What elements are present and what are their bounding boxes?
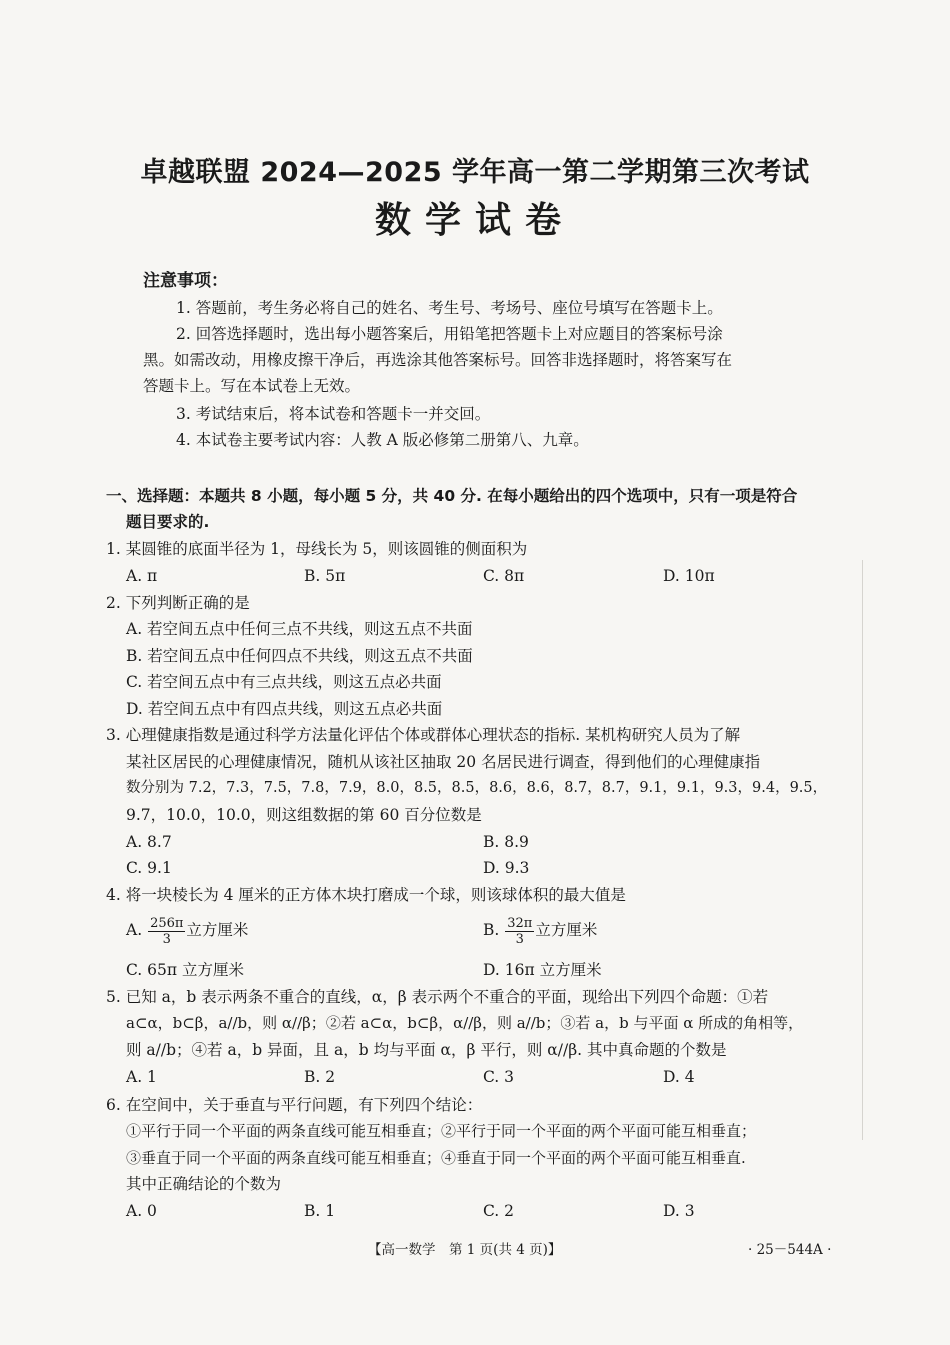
question-6-stem-cont: 其中正确结论的个数为 xyxy=(126,1175,282,1193)
notes-heading: 注意事项： xyxy=(143,271,228,291)
question-3-data: 数分别为 7.2，7.3，7.5，7.8，7.9，8.0，8.5，8.5，8.6，8.6，8.7，8.7，9.1，9.1，9.3，9.4，9.5， xyxy=(126,780,828,796)
question-3-data-cont: 9.7，10.0，10.0，则这组数据的第 60 百分位数是 xyxy=(126,806,482,824)
question-6-statement: ①平行于同一个平面的两条直线可能互相垂直；②平行于同一个平面的两个平面可能互相垂直； xyxy=(126,1122,757,1140)
q1-option-d: D. 10π xyxy=(663,567,715,585)
q3-option-a: A. 8.7 xyxy=(126,833,172,851)
question-3-stem-cont: 某社区居民的心理健康情况，随机从该社区抽取 20 名居民进行调查，得到他们的心理健康指 xyxy=(126,753,761,771)
q2-option-c: C. 若空间五点中有三点共线，则这五点必共面 xyxy=(126,673,442,691)
q4-option-b-fraction xyxy=(505,916,534,947)
page-edge-line xyxy=(862,560,863,1140)
note-item: 4. 本试卷主要考试内容：人教 A 版必修第二册第八、九章。 xyxy=(176,431,589,449)
q6-option-a: A. 0 xyxy=(126,1202,157,1220)
note-item: 1. 答题前，考生务必将自己的姓名、考生号、考场号、座位号填写在答题卡上。 xyxy=(176,299,723,317)
q6-option-d: D. 3 xyxy=(663,1202,695,1220)
page-footer: 【高一数学 第 1 页(共 4 页)】 xyxy=(368,1242,562,1258)
q4-option-b-label: B. xyxy=(483,921,500,939)
q4-option-b xyxy=(483,912,597,948)
question-5-stem-cont: a⊂α，b⊂β，a//b，则 α//β；②若 a⊂α，b⊂β，α//β，则 a//b；③若 a，b 与平面 α 所成的角相等， xyxy=(126,1014,804,1032)
q6-option-b: B. 1 xyxy=(304,1202,336,1220)
note-item: 答题卡上。写在本试卷上无效。 xyxy=(143,377,361,395)
exam-code: · 25－544A · xyxy=(748,1242,832,1258)
section-heading: 一、选择题：本题共 8 小题，每小题 5 分，共 40 分. 在每小题给出的四个选项中，只有一项是符合 xyxy=(106,487,798,505)
question-4-stem: 4. 将一块棱长为 4 厘米的正方体木块打磨成一个球，则该球体积的最大值是 xyxy=(106,886,626,904)
q5-option-a: A. 1 xyxy=(126,1068,157,1086)
q6-option-c: C. 2 xyxy=(483,1202,515,1220)
q3-option-c: C. 9.1 xyxy=(126,859,172,877)
q1-option-a: A. π xyxy=(126,567,158,585)
q4-option-d: D. 16π 立方厘米 xyxy=(483,961,602,979)
q5-option-c: C. 3 xyxy=(483,1068,515,1086)
exam-subtitle: 数学试卷 xyxy=(374,200,575,241)
q4-option-a-fraction xyxy=(148,916,185,947)
fraction-denominator: 3 xyxy=(515,931,524,947)
q2-option-a: A. 若空间五点中任何三点不共线，则这五点不共面 xyxy=(126,620,473,638)
q1-option-c: C. 8π xyxy=(483,567,525,585)
q4-option-a xyxy=(126,912,248,948)
q5-option-d: D. 4 xyxy=(663,1068,695,1086)
question-2-stem: 2. 下列判断正确的是 xyxy=(106,594,250,612)
q2-option-d: D. 若空间五点中有四点共线，则这五点必共面 xyxy=(126,700,443,718)
q4-option-b-unit: 立方厘米 xyxy=(535,921,598,939)
q3-option-d: D. 9.3 xyxy=(483,859,530,877)
exam-title: 卓越联盟 2024—2025 学年高一第二学期第三次考试 xyxy=(140,157,810,188)
q3-option-b: B. 8.9 xyxy=(483,833,529,851)
question-6-statement: ③垂直于同一个平面的两条直线可能互相垂直；④垂直于同一个平面的两个平面可能互相垂直. xyxy=(126,1149,746,1167)
question-3-stem: 3. 心理健康指数是通过科学方法量化评估个体或群体心理状态的指标. 某机构研究人员为了解 xyxy=(106,726,741,744)
fraction-numerator: 32π xyxy=(507,915,533,931)
q4-option-c: C. 65π 立方厘米 xyxy=(126,961,244,979)
q5-option-b: B. 2 xyxy=(304,1068,336,1086)
question-5-stem-cont: 则 a//b；④若 a，b 异面，且 a，b 均与平面 α，β 平行，则 α//β. 其中真命题的个数是 xyxy=(126,1041,727,1059)
note-item: 2. 回答选择题时，选出每小题答案后，用铅笔把答题卡上对应题目的答案标号涂 xyxy=(176,325,723,343)
q4-option-a-label: A. xyxy=(126,921,143,939)
q1-option-b: B. 5π xyxy=(304,567,346,585)
fraction-numerator: 256π xyxy=(150,915,184,931)
question-6-stem: 6. 在空间中，关于垂直与平行问题，有下列四个结论： xyxy=(106,1096,483,1114)
q2-option-b: B. 若空间五点中任何四点不共线，则这五点不共面 xyxy=(126,647,473,665)
fraction-denominator: 3 xyxy=(162,931,171,947)
note-item: 黑。如需改动，用橡皮擦干净后，再选涂其他答案标号。回答非选择题时，将答案写在 xyxy=(143,351,733,369)
question-1-stem: 1. 某圆锥的底面半径为 1，母线长为 5，则该圆锥的侧面积为 xyxy=(106,540,528,558)
q4-option-a-unit: 立方厘米 xyxy=(186,921,249,939)
section-heading-cont: 题目要求的. xyxy=(126,513,210,531)
question-5-stem: 5. 已知 a，b 表示两条不重合的直线，α，β 表示两个不重合的平面，现给出下列四个命题：①若 xyxy=(106,988,769,1006)
note-item: 3. 考试结束后，将本试卷和答题卡一并交回。 xyxy=(176,405,491,423)
